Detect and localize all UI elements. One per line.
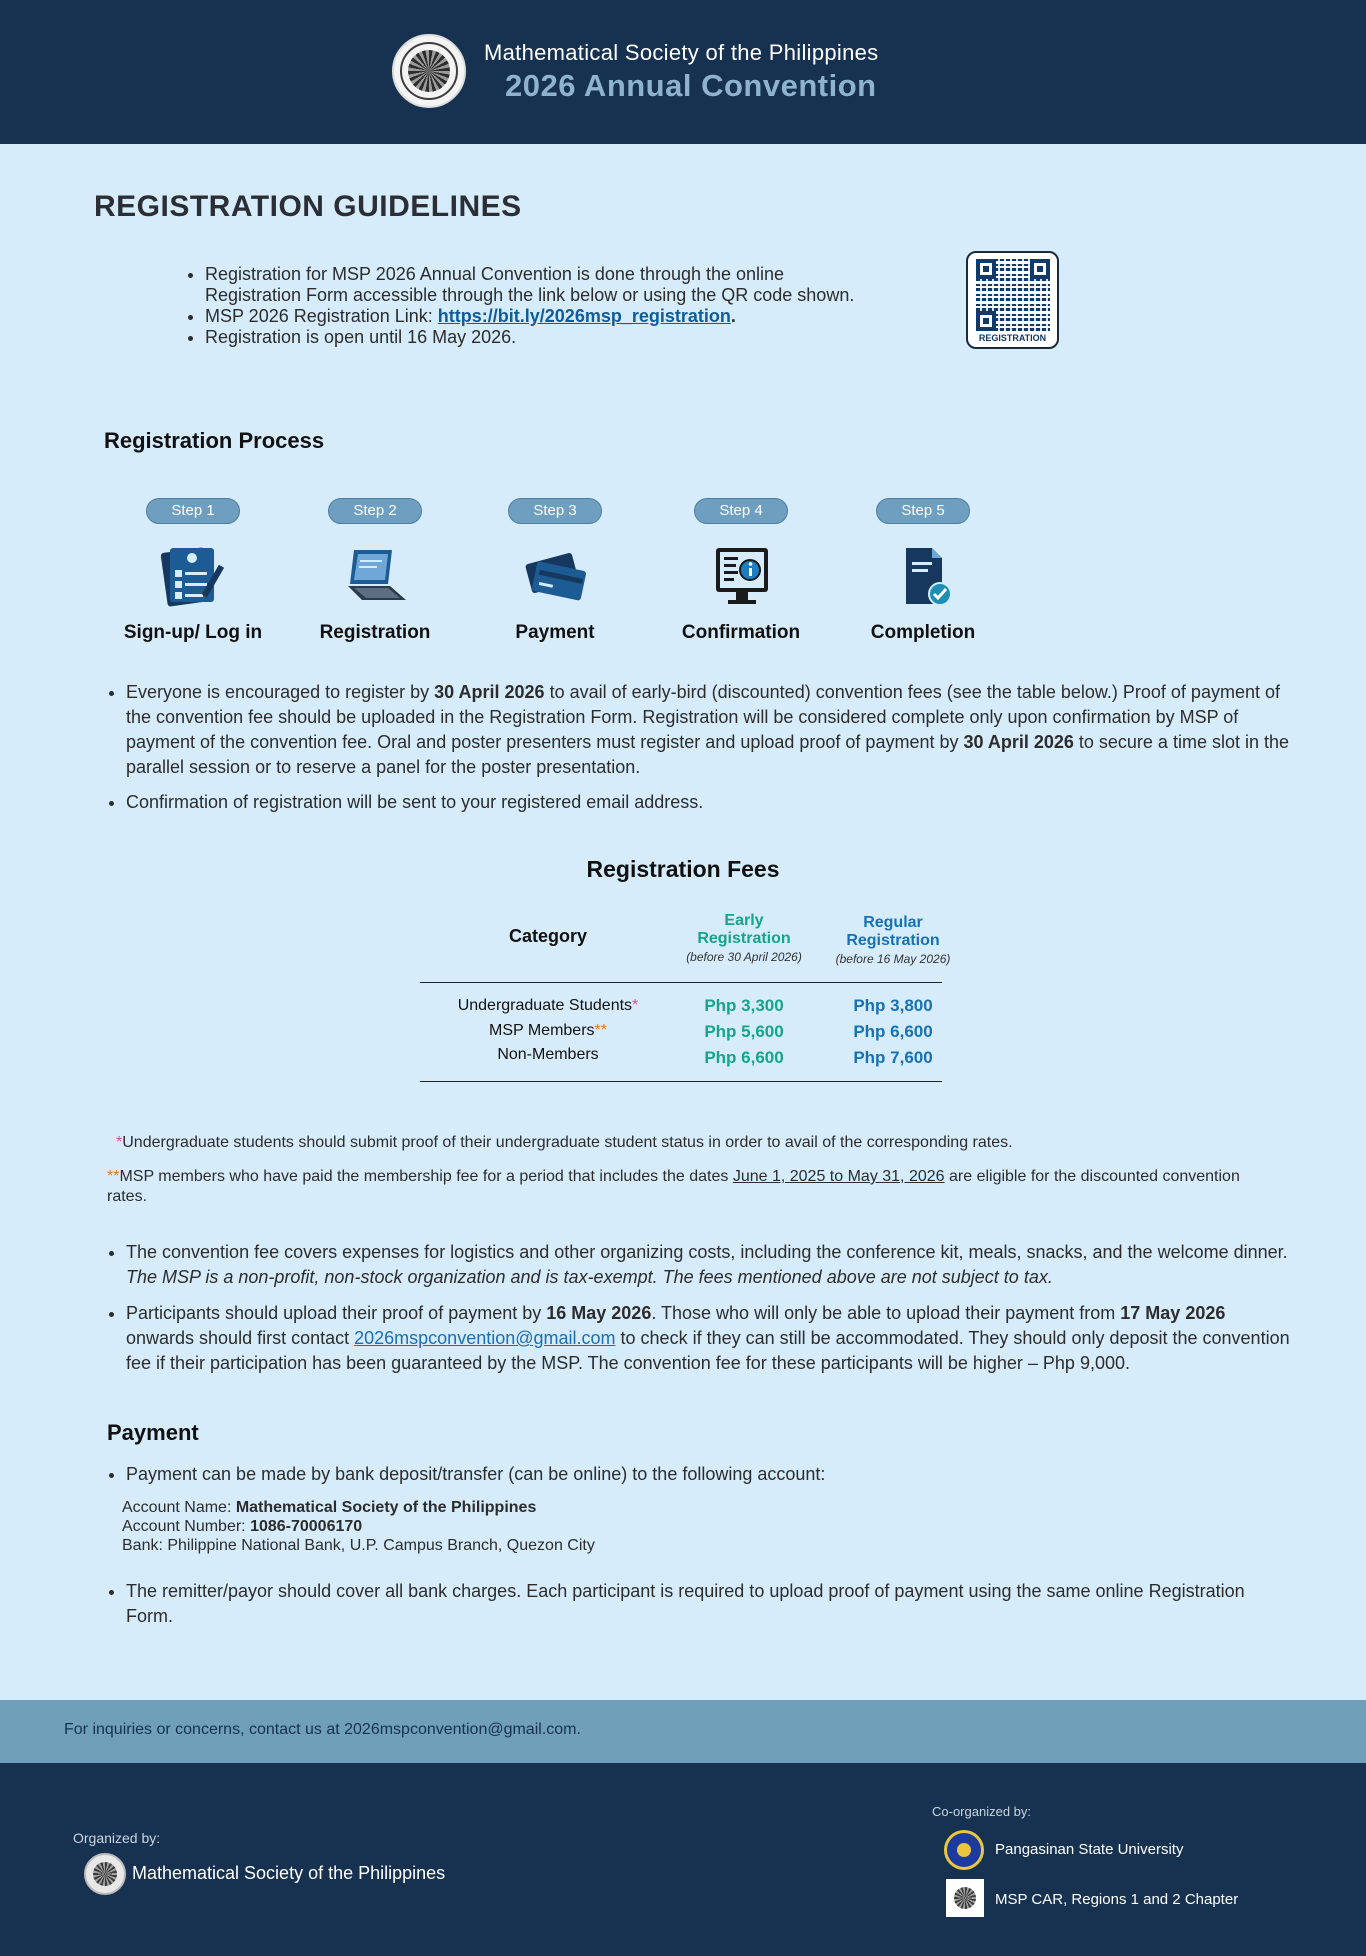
footnote-text: Undergraduate students should submit proof of their undergraduate student status in order to avail of the corresponding rates. (122, 1134, 1013, 1151)
text: Payment can be made by bank deposit/transfer (can be online) to the following account: (126, 1464, 826, 1484)
early-price-cell: Php 5,600 (704, 1022, 784, 1041)
regular-price-cell: Php 6,600 (853, 1022, 933, 1041)
membership-period: June 1, 2025 to May 31, 2026 (732, 1168, 945, 1185)
footnote-mark: ** (107, 1168, 120, 1185)
footnote-members (107, 1167, 1267, 1207)
text: The remitter/payor should cover all bank charges. Each participant is required to upload proof of payment using the same online Registration Form. (126, 1581, 1245, 1626)
col-header-early (660, 912, 828, 966)
organized-by-label: Organized by: (73, 1830, 161, 1846)
table-row (420, 1043, 676, 1067)
text: Everyone is encouraged to register by (126, 682, 435, 702)
step-3 (480, 498, 630, 644)
step-name: Payment (515, 622, 595, 643)
inquiry-band (0, 1700, 1366, 1763)
qr-finder (976, 259, 996, 279)
step-pill: Step 3 (508, 498, 602, 524)
registration-link[interactable]: https://bit.ly/2026msp_registration (437, 306, 731, 326)
early-price-cell: Php 6,600 (704, 1048, 784, 1067)
registration-info-list (126, 680, 1292, 825)
bank-account-details (122, 1498, 595, 1555)
account-name: Mathematical Society of the Philippines (235, 1499, 537, 1516)
header-subtitle: 2026 Annual Convention (505, 68, 877, 103)
organizer-name: Mathematical Society of the Philippines (132, 1863, 446, 1883)
early-deadline: 30 April 2026 (434, 682, 545, 702)
category-cell: MSP Members (489, 1022, 595, 1039)
list-item (126, 1240, 1296, 1290)
list-item (126, 680, 1292, 780)
payment-heading: Payment (107, 1420, 199, 1445)
deadline-text: Registration is open until 16 May 2026. (205, 327, 517, 347)
header-note: (before 16 May 2026) (835, 952, 951, 966)
intro-text: Registration Form accessible through the link below or using the QR code shown. (205, 285, 855, 305)
text: onwards should first contact (126, 1328, 355, 1348)
table-row (420, 1019, 676, 1043)
col-header-category: Category (508, 926, 588, 946)
account-number-line (122, 1517, 595, 1536)
header-line: Early (724, 912, 764, 929)
step-name: Completion (870, 622, 976, 643)
intro-text: Registration for MSP 2026 Annual Convention is done through the online (205, 264, 785, 284)
text: Participants should upload their proof of payment by (126, 1303, 547, 1323)
list-item (126, 1462, 1286, 1487)
coorganizer-psu: Pangasinan State University (995, 1841, 1184, 1858)
qr-finder (976, 311, 996, 331)
form-checklist-icon (158, 544, 228, 608)
header-title: Mathematical Society of the Philippines (484, 40, 879, 65)
tax-note: The MSP is a non-profit, non-stock organization and is tax-exempt. The fees mentioned above are not subject to tax. (126, 1267, 1053, 1287)
regular-price-cell: Php 3,800 (853, 996, 933, 1015)
fees-heading: Registration Fees (586, 856, 780, 882)
process-heading: Registration Process (104, 428, 325, 453)
footnote-mark: * (632, 997, 639, 1014)
label: Account Number: (122, 1518, 251, 1535)
text: Confirmation of registration will be sent to your registered email address. (126, 792, 704, 812)
footer (0, 1763, 1366, 1956)
contact-email-link[interactable]: 2026mspconvention@gmail.com (354, 1328, 616, 1348)
early-price-cell: Php 3,300 (704, 996, 784, 1015)
header-line: Registration (697, 930, 791, 947)
text: . Those who will only be able to upload their payment from (651, 1303, 1121, 1323)
msp-footer-logo (84, 1853, 126, 1895)
step-5 (848, 498, 998, 644)
list-item (126, 790, 1292, 815)
list-item (126, 1301, 1296, 1376)
bank-line: Bank: Philippine National Bank, U.P. Campus Branch, Quezon City (122, 1537, 595, 1554)
list-item (205, 306, 925, 327)
list-item (205, 264, 925, 306)
text: to check if they can still be accommodated. They should only deposit the convention fee if their participation has been guaranteed by the MSP. The convention fee for these participants will be higher – Php 9,000. (126, 1328, 1290, 1373)
laptop-icon (340, 544, 410, 608)
table-rule (420, 982, 942, 983)
guidelines-heading: REGISTRATION GUIDELINES (94, 190, 522, 223)
coorganized-by-label: Co-organized by: (932, 1804, 1031, 1819)
table-rule (420, 1081, 942, 1082)
fee-info-list (126, 1240, 1296, 1387)
header-line: Registration (846, 932, 940, 949)
step-pill: Step 5 (876, 498, 970, 524)
fees-table (420, 910, 951, 1082)
step-2 (300, 498, 450, 644)
footnote-mark: * (116, 1134, 123, 1151)
text: to avail of early-bird (discounted) convention fees (see the table below.) Proof of payment of the convention fee should be uploaded in the Registration Form. Registration will be considered complete only upon confirmation by MSP of payment of the convention fee. Oral and poster presenters must register and upload proof of payment by (126, 682, 1280, 752)
text: The convention fee covers expenses for logistics and other organizing costs, including the conference kit, meals, snacks, and the welcome dinner. (126, 1242, 1288, 1262)
account-number: 1086-70006170 (250, 1518, 363, 1535)
document-check-icon (888, 544, 958, 608)
footnote-text: are eligible for the discounted convention rates. (107, 1168, 1240, 1205)
inquiry-text: For inquiries or concerns, contact us at 2026mspconvention@gmail.com. (64, 1721, 581, 1738)
footnote-text: MSP members who have paid the membership fee for a period that includes the dates (119, 1168, 733, 1185)
msp-seal-logo (392, 34, 466, 108)
step-name: Registration (319, 622, 431, 643)
qr-label: REGISTRATION (978, 333, 1047, 343)
step-pill: Step 2 (328, 498, 422, 524)
footnote-students (116, 1134, 1013, 1152)
list-item (205, 327, 925, 348)
header-line: Regular (863, 914, 923, 931)
category-cell: Non-Members (497, 1046, 599, 1063)
deadline: 16 May 2026 (546, 1303, 652, 1323)
punctuation: . (730, 306, 736, 326)
psu-logo (944, 1830, 984, 1870)
late-date: 17 May 2026 (1120, 1303, 1226, 1323)
list-item (126, 1579, 1286, 1629)
step-name: Sign-up/ Log in (123, 622, 263, 643)
coorganizer-msp-car: MSP CAR, Regions 1 and 2 Chapter (995, 1891, 1239, 1908)
presenter-deadline: 30 April 2026 (963, 732, 1074, 752)
col-header-regular (812, 914, 974, 968)
payment-list (126, 1462, 1286, 1487)
label: Account Name: (122, 1499, 236, 1516)
text: to secure a time slot in the parallel session or to reserve a panel for the poster presentation. (126, 732, 1289, 777)
step-pill: Step 1 (146, 498, 240, 524)
msp-car-logo (946, 1879, 984, 1917)
qr-finder (1030, 259, 1050, 279)
intro-list (205, 264, 925, 348)
monitor-info-icon (706, 544, 776, 608)
registration-qr-code[interactable] (966, 251, 1059, 349)
header-note: (before 30 April 2026) (686, 950, 802, 964)
step-name: Confirmation (681, 622, 801, 643)
regular-price-cell: Php 7,600 (853, 1048, 933, 1067)
account-name-line (122, 1498, 595, 1517)
footnote-mark: ** (594, 1022, 607, 1039)
step-4 (666, 498, 816, 644)
payment-list-2 (126, 1579, 1286, 1629)
table-row (420, 994, 676, 1018)
credit-card-icon (520, 544, 590, 608)
category-cell: Undergraduate Students (457, 997, 633, 1014)
header-banner (0, 0, 1366, 144)
step-pill: Step 4 (694, 498, 788, 524)
step-1 (118, 498, 268, 644)
link-label: MSP 2026 Registration Link: (205, 306, 438, 326)
